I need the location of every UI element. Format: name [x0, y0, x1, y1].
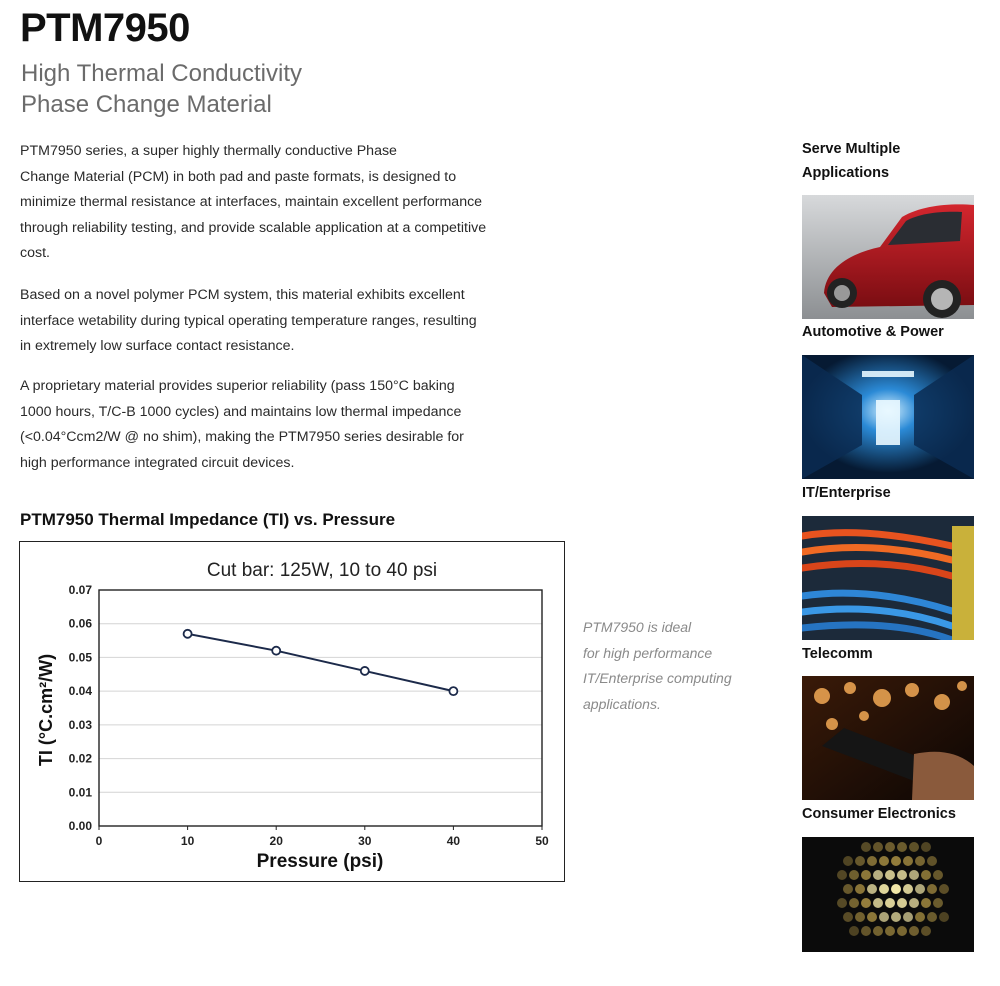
led-light: [861, 926, 871, 936]
led-light: [909, 926, 919, 936]
x-tick-label: 10: [180, 834, 195, 848]
led-light: [909, 898, 919, 908]
side-note-line: applications.: [583, 695, 661, 712]
reliability-paragraph: [20, 374, 590, 476]
led-light: [837, 898, 847, 908]
series-line: [188, 634, 454, 691]
led-light: [867, 856, 877, 866]
led-light: [939, 884, 949, 894]
led-light: [921, 842, 931, 852]
y-tick-label: 0.03: [68, 717, 92, 732]
side-note-line: IT/Enterprise computing: [583, 670, 732, 686]
text-line: 1000 hours, T/C-B 1000 cycles) and maintains low thermal impedance: [20, 403, 462, 420]
text-line: minimize thermal resistance at interfaces, maintain excellent performance: [20, 194, 483, 210]
led-light: [927, 856, 937, 866]
page-title: PTM7950: [20, 6, 190, 50]
led-lights-photo: [802, 837, 974, 952]
led-light: [879, 856, 889, 866]
led-light: [921, 926, 931, 936]
polymer-paragraph: [20, 283, 590, 360]
chart-title: Cut bar: 125W, 10 to 40 psi: [206, 560, 438, 581]
led-light: [885, 926, 895, 936]
network-cables-photo: [802, 516, 974, 640]
x-tick-label: 0: [95, 834, 103, 848]
text-line: cost.: [20, 245, 50, 261]
x-tick-label: 50: [535, 834, 549, 848]
led-light: [843, 912, 853, 922]
led-light: [915, 912, 925, 922]
led-light: [897, 842, 907, 852]
subtitle-line: Phase Change Material: [21, 91, 272, 118]
y-tick-label: 0.04: [68, 684, 92, 699]
led-light: [927, 884, 937, 894]
led-light: [927, 912, 937, 922]
led-light: [933, 870, 943, 880]
y-axis-label: TI (°C.cm²/W): [36, 653, 56, 767]
text-line: in extremely low surface contact resistance.: [20, 338, 295, 354]
led-light: [909, 842, 919, 852]
led-light: [891, 884, 901, 894]
led-light: [843, 884, 853, 894]
led-light: [843, 856, 853, 866]
y-tick-label: 0.01: [68, 785, 92, 800]
led-light: [903, 884, 913, 894]
led-light: [879, 912, 889, 922]
applications-title-line: Serve Multiple: [802, 141, 901, 157]
text-line: Change Material (PCM) in both pad and paste formats, is designed to: [20, 168, 457, 185]
text-line: A proprietary material provides superior reliability (pass 150°C baking: [20, 378, 455, 394]
led-light: [861, 898, 871, 908]
led-light: [921, 870, 931, 880]
led-light: [873, 926, 883, 936]
side-note: [583, 615, 783, 717]
y-tick-label: 0.00: [68, 819, 92, 833]
led-light: [915, 884, 925, 894]
led-light: [915, 856, 925, 866]
applications-title-line: Applications: [802, 165, 890, 181]
led-light: [861, 842, 871, 852]
app-label-automotive: Automotive & Power: [802, 324, 944, 340]
app-label-consumer-electronics: Consumer Electronics: [802, 806, 956, 822]
side-note-line: for high performance: [583, 644, 713, 661]
led-light: [921, 898, 931, 908]
app-label-telecomm: Telecomm: [802, 646, 873, 662]
text-line: through reliability testing, and provide scalable application at a competitive: [20, 219, 487, 236]
led-light: [873, 870, 883, 880]
led-light: [837, 870, 847, 880]
led-light: [849, 898, 859, 908]
side-note-line: PTM7950 is ideal: [583, 619, 692, 635]
text-line: (<0.04°Ccm2/W @ no shim), making the PTM7950 series desirable for: [20, 429, 464, 445]
led-light: [891, 856, 901, 866]
text-line: PTM7950 series, a super highly thermally conductive Phase: [20, 143, 397, 159]
y-tick-label: 0.06: [68, 616, 92, 631]
x-tick-label: 20: [269, 834, 283, 848]
data-point: [361, 667, 369, 675]
led-light: [909, 870, 919, 880]
data-point: [272, 647, 280, 655]
led-light: [897, 870, 907, 880]
led-light: [933, 898, 943, 908]
text-line: interface wetability during typical operating temperature ranges, resulting: [20, 312, 477, 329]
x-tick-label: 40: [446, 834, 461, 848]
app-label-it-enterprise: IT/Enterprise: [802, 485, 891, 501]
led-light: [855, 912, 865, 922]
thermal-impedance-chart: [19, 541, 565, 882]
intro-paragraph: [20, 139, 590, 267]
led-light: [849, 926, 859, 936]
led-light: [873, 898, 883, 908]
led-light: [873, 842, 883, 852]
text-line: Based on a novel polymer PCM system, this material exhibits excellent: [20, 287, 465, 303]
led-light: [867, 884, 877, 894]
y-tick-label: 0.07: [68, 583, 92, 597]
text-line: high performance integrated circuit devices.: [20, 454, 295, 471]
y-tick-label: 0.02: [68, 751, 92, 766]
led-light: [885, 898, 895, 908]
led-light: [855, 884, 865, 894]
plot-frame: [99, 590, 542, 826]
x-tick-label: 30: [358, 834, 372, 848]
led-light: [897, 926, 907, 936]
data-point: [184, 630, 192, 638]
led-light: [891, 912, 901, 922]
led-light: [885, 842, 895, 852]
page-subtitle: [21, 58, 302, 120]
datacenter-photo: [802, 355, 974, 479]
led-light: [903, 856, 913, 866]
smartphone-photo: [802, 676, 974, 800]
y-tick-label: 0.05: [68, 650, 92, 665]
data-point: [449, 687, 457, 695]
chart-heading: PTM7950 Thermal Impedance (TI) vs. Pressure: [20, 510, 396, 529]
led-light: [855, 856, 865, 866]
led-light: [885, 870, 895, 880]
chart-svg: [20, 542, 564, 881]
car-photo: [802, 195, 974, 319]
applications-title: [802, 137, 900, 185]
led-light: [939, 912, 949, 922]
led-light: [849, 870, 859, 880]
subtitle-line: High Thermal Conductivity: [21, 60, 303, 87]
led-light: [879, 884, 889, 894]
led-light: [867, 912, 877, 922]
led-light: [897, 898, 907, 908]
led-light: [861, 870, 871, 880]
led-light: [903, 912, 913, 922]
x-axis-label: Pressure (psi): [256, 851, 384, 872]
